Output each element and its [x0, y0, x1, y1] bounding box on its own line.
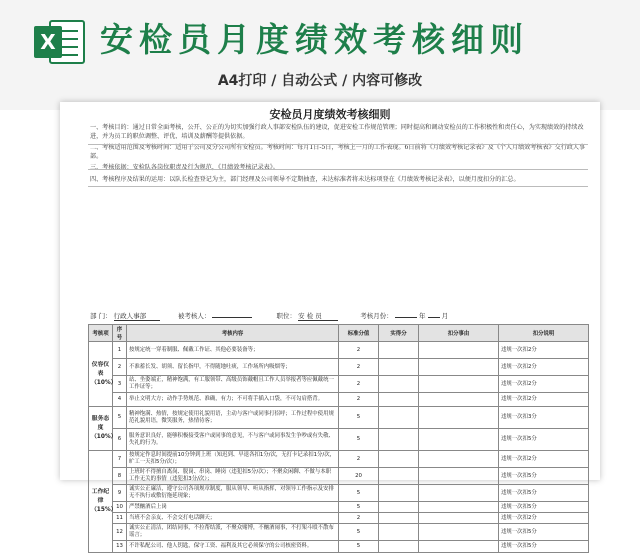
actual-score-cell[interactable] [379, 502, 419, 513]
divider [88, 169, 588, 170]
period-month-suffix: 月 [441, 312, 449, 320]
deduction-reason-cell[interactable] [419, 541, 499, 553]
table-row: 13 不许私配公司、他人钥匙，保守工资、福利及其它必须保守的公司核密资料。 5 违规一次扣5分 [89, 541, 589, 553]
actual-score-cell[interactable] [379, 393, 419, 407]
table-row: 6 服务意识良好，能够积极接受客户或同事的意见，不与客户或同事发生争吵或有失敬、失礼的行为。 5 违规一次扣5分 [89, 429, 589, 451]
actual-score-cell[interactable] [379, 468, 419, 485]
actual-score-cell[interactable] [379, 541, 419, 553]
deduction-reason-cell[interactable] [419, 359, 499, 376]
deduction-reason-cell[interactable] [419, 451, 499, 468]
table-row: 2 不准蓄长发、胡须、留长指甲，不得随地吐痰，工作场所内吸烟等； 2 违规一次扣2分 [89, 359, 589, 376]
divider [88, 144, 588, 145]
deduction-reason-cell[interactable] [419, 393, 499, 407]
document-sheet [60, 102, 600, 549]
table-row: 8 上班时不得擅自离岗、脱岗、串岗、睡岗（违犯扣5分/次）；不聚众闲聊、不做与本职工作无关的事情（违犯扣3分/次）； 20 违规一次扣5分 [89, 468, 589, 485]
info-row [90, 311, 590, 321]
position-label: 职位： [276, 312, 297, 320]
dept-value[interactable]: 行政人事部 [114, 311, 160, 321]
table-row: 4 举止文明大方；动作手势规范、准确，有力；不可将手插入口袋，不可勾肩搭背。 2 违规一次扣2分 [89, 393, 589, 407]
excel-logo-icon [32, 17, 86, 67]
name-value[interactable] [212, 317, 252, 318]
deduction-reason-cell[interactable] [419, 407, 499, 429]
deduction-reason-cell[interactable] [419, 429, 499, 451]
rule-purpose: 一、考核目的：通过日常全面考核，公开、公正的为切实加强行政人事部安检队伍的建设，促进安检工作规范管理；同时提高和调动安检员的工作积极性和责任心，为实现绩效的持续改进，并为员工的职位调整、评优、培训及薪酬等提供依据。 [90, 124, 584, 140]
deduction-reason-cell[interactable] [419, 524, 499, 541]
category-service-attitude: 服务态度 （10%） [89, 407, 113, 451]
table-row: 12 诚实公正清洁，团结同事，不拉帮结派，不聚众赌博，不酗酒闹事，不打架斗殴不散布谣言； 5 违规一次扣5分 [89, 524, 589, 541]
header-actual-score: 实得分 [379, 325, 419, 342]
position-value[interactable]: 安 检 员 [298, 311, 338, 321]
rule-scope: 二、考核适用范围及考核时间：适用于公司及分公司所有安检员。考核时间：每月1日-5日，考核上一月的工作表现。6日前将《月绩效考核记录表》及《个人月绩效考核表》交行政人事部。 [90, 144, 586, 160]
header-category: 考核项 [89, 325, 113, 342]
dept-label: 部 门： [90, 312, 112, 320]
document-title: 安检员月度绩效考核细则 [269, 108, 391, 121]
category-appearance: 仪容仪表 （10%） [89, 342, 113, 407]
period-year-suffix: 年 [418, 312, 426, 320]
actual-score-cell[interactable] [379, 429, 419, 451]
rule-procedure: 四、考核程序及结果的运用：以队长检查登记为主，部门经理及公司领导不定期抽查，未达标准者将未达标项登在《月绩效考核记录表》，以便月度扣分的汇总。 [90, 175, 520, 183]
table-row: 9 诚实公正廉洁，遵守公司各项规章制度，服从领导、听从指挥，对领导工作指示及安排无不执行或敷衍拖延现象； 5 违规一次扣5分 [89, 485, 589, 502]
deduction-reason-cell[interactable] [419, 502, 499, 513]
header-content: 考核内容 [127, 325, 339, 342]
period-label: 考核月份： [360, 312, 393, 320]
deduction-reason-cell[interactable] [419, 513, 499, 524]
actual-score-cell[interactable] [379, 451, 419, 468]
actual-score-cell[interactable] [379, 407, 419, 429]
table-row: 3 站、坐姿端正，精神饱满，有工服领带、高级员饰戴帽且工作人员举报者等应佩戴统一工作证等； 2 违规一次扣2分 [89, 376, 589, 393]
banner [0, 0, 640, 110]
divider [88, 186, 588, 187]
table-row: 10 严禁酗酒后上岗 5 违规一次扣5分 [89, 502, 589, 513]
category-work-discipline: 工作纪律 （15%） [89, 451, 113, 553]
rule-basis: 三、考核依据：安检队各岗位职责及行为规范，《月绩效考核记录表》。 [90, 164, 279, 172]
assessment-table [88, 324, 589, 553]
table-row: 工作纪律 （15%） 7 按规定作息时间提前10分钟到上班（知迟到、早退各扣1分/次，无打卡记录扣1分/次，旷工一天扣5分/次）； 2 违规一次扣2分 [89, 451, 589, 468]
rules-section [90, 124, 586, 188]
header-deduction-note: 扣分说明 [499, 325, 589, 342]
actual-score-cell[interactable] [379, 524, 419, 541]
deduction-reason-cell[interactable] [419, 342, 499, 359]
deduction-reason-cell[interactable] [419, 485, 499, 502]
deduction-reason-cell[interactable] [419, 376, 499, 393]
table-row: 11 当班不会亲友、不会交打电话聊天； 2 违规一次扣2分 [89, 513, 589, 524]
table-row: 服务态度 （10%） 5 精神饱满、热情，按规定使用礼貌用语，主动与客户或同事打招呼；工作过程中使用规范礼貌用语，微笑服务，热情待客； 5 违规一次扣3分 [89, 407, 589, 429]
actual-score-cell[interactable] [379, 359, 419, 376]
header-standard-score: 标准分值 [339, 325, 379, 342]
actual-score-cell[interactable] [379, 513, 419, 524]
deduction-reason-cell[interactable] [419, 468, 499, 485]
period-year-field[interactable] [395, 317, 417, 318]
actual-score-cell[interactable] [379, 485, 419, 502]
table-header-row [89, 325, 589, 342]
banner-title: 安检员月度绩效考核细则 [100, 20, 529, 59]
banner-subtitle: A4打印 / 自动公式 / 内容可修改 [217, 73, 423, 89]
table-row: 仪容仪表 （10%） 1 按规定统一穿着制服、佩戴工作证、其他必要装备等； 2 违规一次扣2分 [89, 342, 589, 359]
actual-score-cell[interactable] [379, 342, 419, 359]
name-label: 被考核人： [177, 312, 211, 320]
header-no: 序号 [113, 325, 127, 342]
svg-text:X: X [40, 30, 56, 54]
actual-score-cell[interactable] [379, 376, 419, 393]
period-month-field[interactable] [428, 317, 440, 318]
header-deduction-reason: 扣分事由 [419, 325, 499, 342]
